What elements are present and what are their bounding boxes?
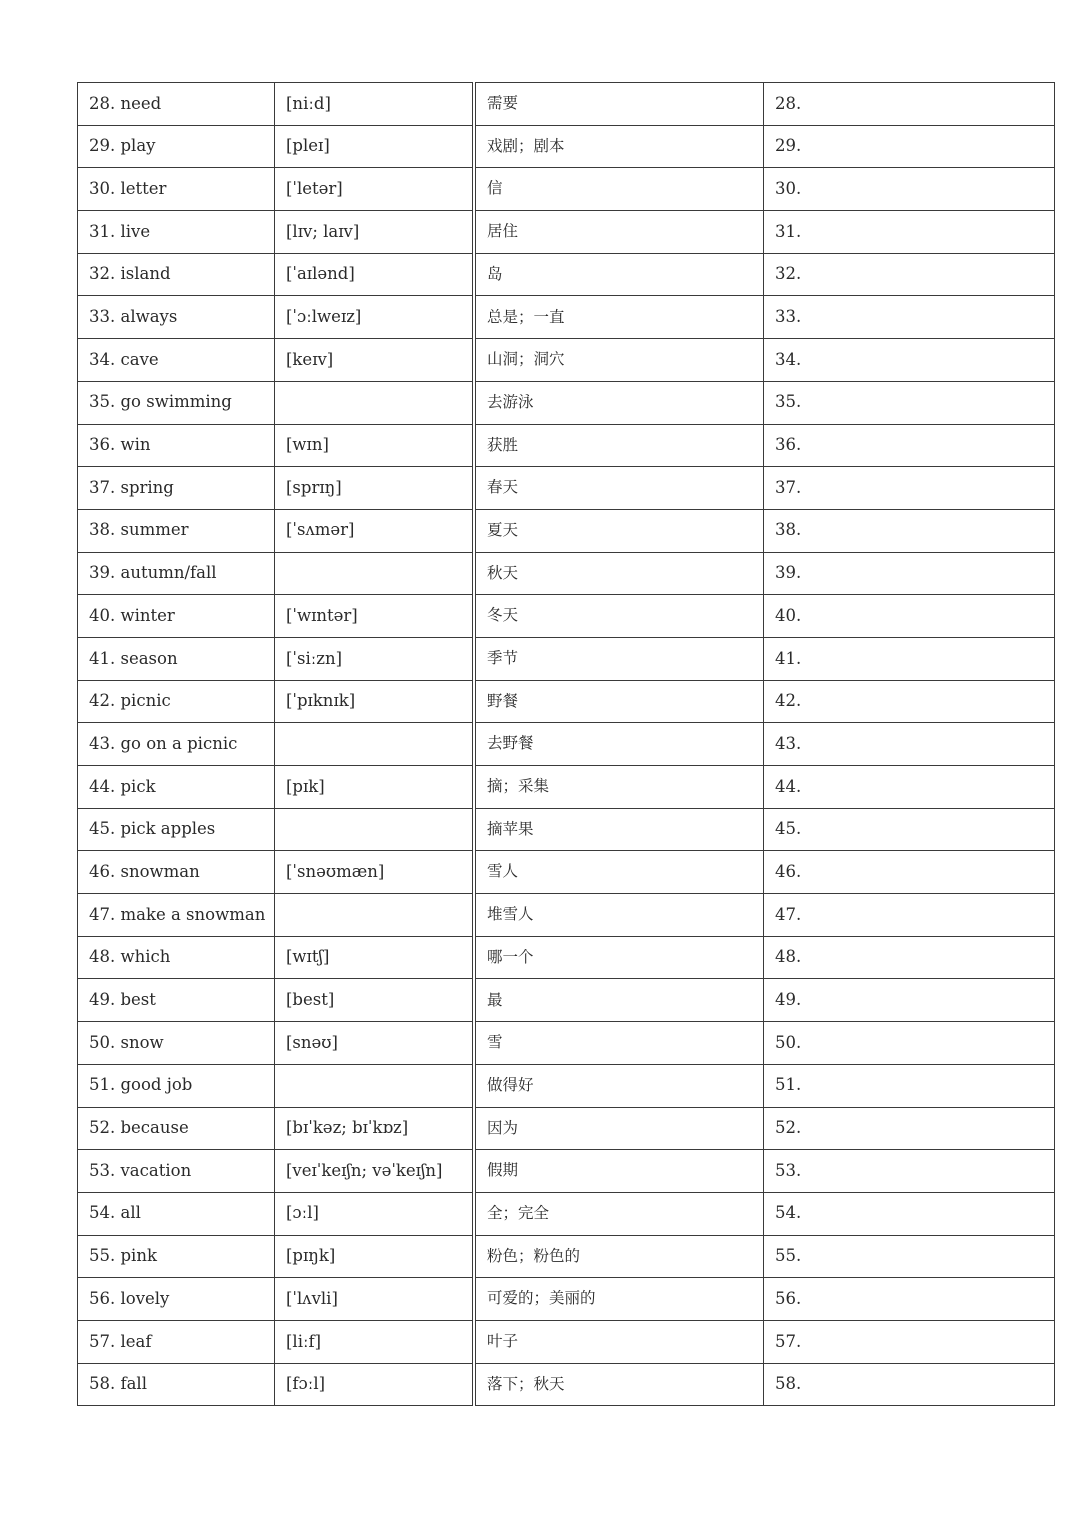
- word-cell: 45. pick apples: [78, 808, 275, 851]
- word-cell: 29. play: [78, 125, 275, 168]
- word-cell: 35. go swimming: [78, 381, 275, 424]
- answer-number-cell: 33.: [764, 296, 1055, 339]
- meaning-cell: 摘苹果: [474, 808, 764, 851]
- answer-number-cell: 45.: [764, 808, 1055, 851]
- meaning-cell: 因为: [474, 1107, 764, 1150]
- answer-number-cell: 51.: [764, 1064, 1055, 1107]
- meaning-cell: 去野餐: [474, 723, 764, 766]
- answer-number-cell: 57.: [764, 1320, 1055, 1363]
- meaning-cell: 信: [474, 168, 764, 211]
- table-row: [78, 83, 1055, 126]
- answer-number-cell: 34.: [764, 339, 1055, 382]
- meaning-cell: 需要: [474, 83, 764, 126]
- phonetic-cell: [275, 1064, 475, 1107]
- table-row: [78, 424, 1055, 467]
- word-cell: 54. all: [78, 1192, 275, 1235]
- word-cell: 53. vacation: [78, 1150, 275, 1193]
- phonetic-cell: [bɪˈkəz; bɪˈkɒz]: [275, 1107, 475, 1150]
- word-cell: 41. season: [78, 637, 275, 680]
- word-cell: 52. because: [78, 1107, 275, 1150]
- meaning-cell: 雪: [474, 1022, 764, 1065]
- answer-number-cell: 32.: [764, 253, 1055, 296]
- meaning-cell: 哪一个: [474, 936, 764, 979]
- meaning-cell: 夏天: [474, 509, 764, 552]
- answer-number-cell: 54.: [764, 1192, 1055, 1235]
- meaning-cell: 叶子: [474, 1320, 764, 1363]
- word-cell: 57. leaf: [78, 1320, 275, 1363]
- phonetic-cell: [veɪˈkeɪʃn; vəˈkeɪʃn]: [275, 1150, 475, 1193]
- table-row: [78, 894, 1055, 937]
- table-row: [78, 680, 1055, 723]
- answer-number-cell: 48.: [764, 936, 1055, 979]
- phonetic-cell: [sprɪŋ]: [275, 467, 475, 510]
- answer-number-cell: 40.: [764, 595, 1055, 638]
- answer-number-cell: 42.: [764, 680, 1055, 723]
- table-row: [78, 253, 1055, 296]
- vocabulary-table: [77, 82, 1055, 1406]
- phonetic-cell: [275, 381, 475, 424]
- answer-number-cell: 29.: [764, 125, 1055, 168]
- phonetic-cell: [fɔːl]: [275, 1363, 475, 1406]
- word-cell: 46. snowman: [78, 851, 275, 894]
- table-row: [78, 1064, 1055, 1107]
- word-cell: 37. spring: [78, 467, 275, 510]
- answer-number-cell: 37.: [764, 467, 1055, 510]
- phonetic-cell: [ˈɔːlweɪz]: [275, 296, 475, 339]
- answer-number-cell: 50.: [764, 1022, 1055, 1065]
- word-cell: 49. best: [78, 979, 275, 1022]
- vocabulary-table-body: [78, 83, 1055, 1406]
- word-cell: 33. always: [78, 296, 275, 339]
- table-row: [78, 637, 1055, 680]
- word-cell: 44. pick: [78, 766, 275, 809]
- table-row: [78, 1363, 1055, 1406]
- phonetic-cell: [ˈwɪntər]: [275, 595, 475, 638]
- meaning-cell: 戏剧；剧本: [474, 125, 764, 168]
- answer-number-cell: 43.: [764, 723, 1055, 766]
- meaning-cell: 可爱的；美丽的: [474, 1278, 764, 1321]
- answer-number-cell: 52.: [764, 1107, 1055, 1150]
- answer-number-cell: 28.: [764, 83, 1055, 126]
- word-cell: 39. autumn/fall: [78, 552, 275, 595]
- meaning-cell: 山洞；洞穴: [474, 339, 764, 382]
- word-cell: 42. picnic: [78, 680, 275, 723]
- meaning-cell: 最: [474, 979, 764, 1022]
- meaning-cell: 获胜: [474, 424, 764, 467]
- meaning-cell: 摘；采集: [474, 766, 764, 809]
- phonetic-cell: [pleɪ]: [275, 125, 475, 168]
- table-row: [78, 1150, 1055, 1193]
- word-cell: 51. good job: [78, 1064, 275, 1107]
- word-cell: 31. live: [78, 211, 275, 254]
- table-row: [78, 979, 1055, 1022]
- meaning-cell: 堆雪人: [474, 894, 764, 937]
- answer-number-cell: 36.: [764, 424, 1055, 467]
- word-cell: 58. fall: [78, 1363, 275, 1406]
- table-row: [78, 766, 1055, 809]
- word-cell: 56. lovely: [78, 1278, 275, 1321]
- phonetic-cell: [ˈsiːzn]: [275, 637, 475, 680]
- meaning-cell: 居住: [474, 211, 764, 254]
- answer-number-cell: 47.: [764, 894, 1055, 937]
- word-cell: 47. make a snowman: [78, 894, 275, 937]
- meaning-cell: 粉色；粉色的: [474, 1235, 764, 1278]
- word-cell: 28. need: [78, 83, 275, 126]
- meaning-cell: 秋天: [474, 552, 764, 595]
- table-row: [78, 509, 1055, 552]
- meaning-cell: 季节: [474, 637, 764, 680]
- phonetic-cell: [snəʊ]: [275, 1022, 475, 1065]
- phonetic-cell: [ˈletər]: [275, 168, 475, 211]
- meaning-cell: 春天: [474, 467, 764, 510]
- answer-number-cell: 56.: [764, 1278, 1055, 1321]
- table-row: [78, 595, 1055, 638]
- table-row: [78, 936, 1055, 979]
- phonetic-cell: [best]: [275, 979, 475, 1022]
- meaning-cell: 岛: [474, 253, 764, 296]
- table-row: [78, 381, 1055, 424]
- phonetic-cell: [ˈaɪlənd]: [275, 253, 475, 296]
- answer-number-cell: 44.: [764, 766, 1055, 809]
- answer-number-cell: 31.: [764, 211, 1055, 254]
- meaning-cell: 做得好: [474, 1064, 764, 1107]
- word-cell: 36. win: [78, 424, 275, 467]
- table-row: [78, 168, 1055, 211]
- phonetic-cell: [275, 552, 475, 595]
- phonetic-cell: [keɪv]: [275, 339, 475, 382]
- phonetic-cell: [pɪk]: [275, 766, 475, 809]
- answer-number-cell: 30.: [764, 168, 1055, 211]
- answer-number-cell: 35.: [764, 381, 1055, 424]
- phonetic-cell: [275, 723, 475, 766]
- phonetic-cell: [ˈpɪknɪk]: [275, 680, 475, 723]
- meaning-cell: 全；完全: [474, 1192, 764, 1235]
- phonetic-cell: [ˈsʌmər]: [275, 509, 475, 552]
- word-cell: 43. go on a picnic: [78, 723, 275, 766]
- answer-number-cell: 53.: [764, 1150, 1055, 1193]
- word-cell: 38. summer: [78, 509, 275, 552]
- table-row: [78, 339, 1055, 382]
- word-cell: 34. cave: [78, 339, 275, 382]
- table-row: [78, 1107, 1055, 1150]
- meaning-cell: 冬天: [474, 595, 764, 638]
- table-row: [78, 552, 1055, 595]
- phonetic-cell: [275, 894, 475, 937]
- phonetic-cell: [wɪtʃ]: [275, 936, 475, 979]
- word-cell: 55. pink: [78, 1235, 275, 1278]
- phonetic-cell: [lɪv; laɪv]: [275, 211, 475, 254]
- meaning-cell: 雪人: [474, 851, 764, 894]
- answer-number-cell: 55.: [764, 1235, 1055, 1278]
- meaning-cell: 去游泳: [474, 381, 764, 424]
- table-row: [78, 125, 1055, 168]
- phonetic-cell: [wɪn]: [275, 424, 475, 467]
- meaning-cell: 落下；秋天: [474, 1363, 764, 1406]
- answer-number-cell: 41.: [764, 637, 1055, 680]
- answer-number-cell: 39.: [764, 552, 1055, 595]
- table-row: [78, 1278, 1055, 1321]
- table-row: [78, 851, 1055, 894]
- phonetic-cell: [niːd]: [275, 83, 475, 126]
- answer-number-cell: 46.: [764, 851, 1055, 894]
- answer-number-cell: 58.: [764, 1363, 1055, 1406]
- phonetic-cell: [ɔːl]: [275, 1192, 475, 1235]
- answer-number-cell: 38.: [764, 509, 1055, 552]
- phonetic-cell: [ˈsnəʊmæn]: [275, 851, 475, 894]
- table-row: [78, 808, 1055, 851]
- word-cell: 30. letter: [78, 168, 275, 211]
- answer-number-cell: 49.: [764, 979, 1055, 1022]
- phonetic-cell: [ˈlʌvli]: [275, 1278, 475, 1321]
- table-row: [78, 1192, 1055, 1235]
- phonetic-cell: [pɪŋk]: [275, 1235, 475, 1278]
- phonetic-cell: [275, 808, 475, 851]
- meaning-cell: 假期: [474, 1150, 764, 1193]
- table-row: [78, 723, 1055, 766]
- table-row: [78, 467, 1055, 510]
- table-row: [78, 1235, 1055, 1278]
- meaning-cell: 野餐: [474, 680, 764, 723]
- word-cell: 40. winter: [78, 595, 275, 638]
- table-row: [78, 1022, 1055, 1065]
- word-cell: 50. snow: [78, 1022, 275, 1065]
- table-row: [78, 211, 1055, 254]
- phonetic-cell: [liːf]: [275, 1320, 475, 1363]
- meaning-cell: 总是；一直: [474, 296, 764, 339]
- word-cell: 48. which: [78, 936, 275, 979]
- table-row: [78, 296, 1055, 339]
- word-cell: 32. island: [78, 253, 275, 296]
- table-row: [78, 1320, 1055, 1363]
